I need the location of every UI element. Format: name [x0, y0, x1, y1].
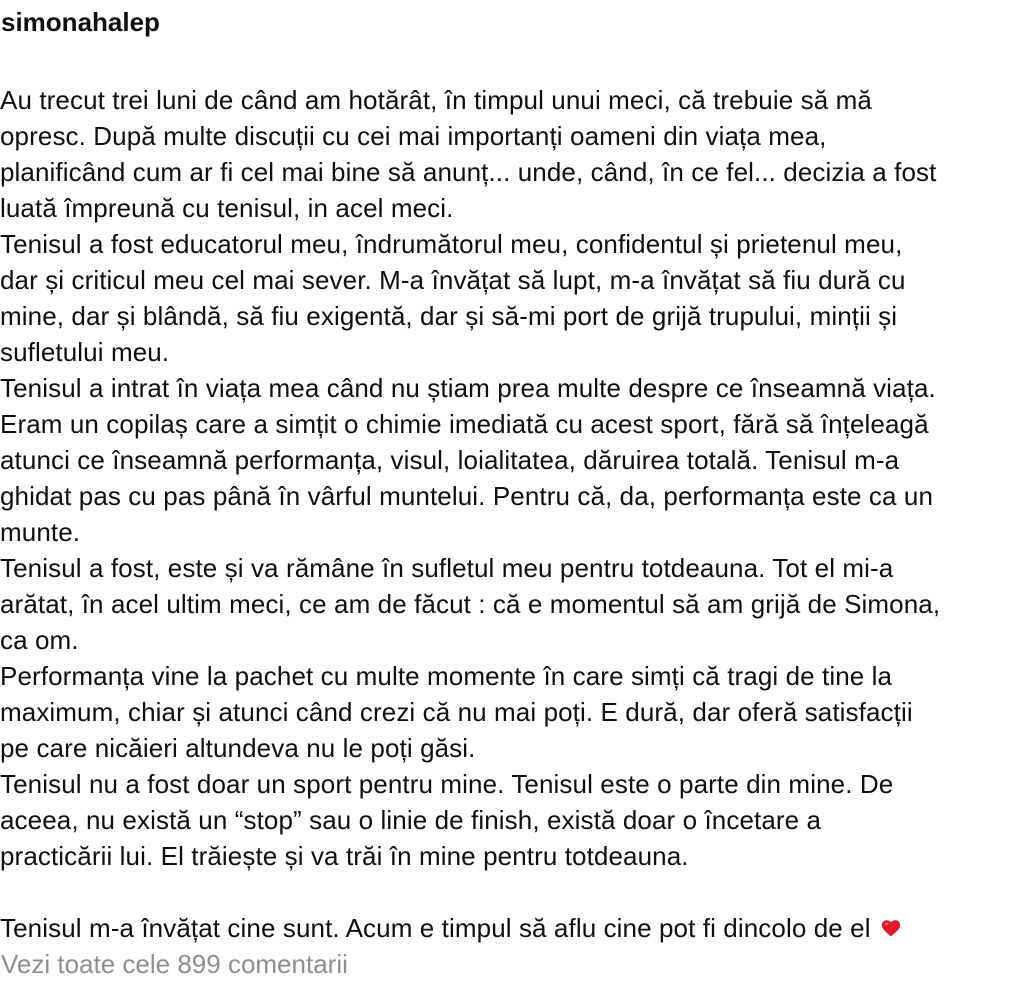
caption-paragraph	[0, 550, 1028, 658]
caption-line: practicării lui. El trăiește și va trăi în mine pentru totdeauna.	[0, 841, 689, 871]
caption-line: planificând cum ar fi cel mai bine să anunț... unde, când, în ce fel... decizia a fost	[0, 157, 937, 187]
closing-text: Tenisul m-a învățat cine sunt. Acum e timpul să aflu cine pot fi dincolo de el	[0, 913, 871, 943]
caption-line: opresc. După multe discuții cu cei mai importanți oameni din viața mea,	[0, 121, 827, 151]
heart-emoji-icon	[880, 917, 902, 939]
caption-paragraphs	[0, 82, 1028, 874]
view-all-comments-link[interactable]: Vezi toate cele 899 comentarii	[1, 949, 348, 979]
caption-line: ca om.	[0, 625, 79, 655]
caption-line: sufletului meu.	[0, 337, 170, 367]
caption-paragraph	[0, 766, 1028, 874]
caption-line: dar și criticul meu cel mai sever. M-a învățat să lupt, m-a învățat să fiu dură cu	[0, 265, 906, 295]
caption-line: Au trecut trei luni de când am hotărât, în timpul unui meci, că trebuie să mă	[0, 85, 872, 115]
caption-line: munte.	[0, 517, 81, 547]
caption-line: ghidat pas cu pas până în vârful muntelui. Pentru că, da, performanța este ca un	[0, 481, 934, 511]
caption-line: Tenisul a intrat în viața mea când nu știam prea multe despre ce înseamnă viața.	[0, 373, 936, 403]
caption-paragraph	[0, 658, 1028, 766]
caption-line: aceea, nu există un “stop” sau o linie de finish, există doar o încetare a	[0, 805, 822, 835]
caption-line: Performanța vine la pachet cu multe momente în care simți că tragi de tine la	[0, 661, 893, 691]
caption-line: pe care nicăieri altundeva nu le poți găsi.	[0, 733, 476, 763]
caption-line: Tenisul a fost educatorul meu, îndrumătorul meu, confidentul și prietenul meu,	[0, 229, 903, 259]
caption-paragraph	[0, 226, 1028, 370]
caption-text	[0, 82, 1028, 946]
caption-line: luată împreună cu tenisul, in acel meci.	[0, 193, 454, 223]
caption-line: arătat, în acel ultim meci, ce am de făcut : că e momentul să am grijă de Simona,	[0, 589, 941, 619]
caption-line: Eram un copilaș care a simțit o chimie imediată cu acest sport, fără să înțeleagă	[0, 409, 929, 439]
caption-line: mine, dar și blândă, să fiu exigentă, dar și să-mi port de grijă trupului, minții și	[0, 301, 898, 331]
caption-paragraph	[0, 370, 1028, 550]
blank-line	[0, 874, 1028, 910]
caption-line: atunci ce înseamnă performanța, visul, loialitatea, dăruirea totală. Tenisul m-a	[0, 445, 900, 475]
username-link[interactable]: simonahalep	[1, 7, 160, 37]
closing-line	[0, 910, 1028, 946]
caption-line: Tenisul a fost, este și va rămâne în sufletul meu pentru totdeauna. Tot el mi-a	[0, 553, 894, 583]
caption-paragraph	[0, 82, 1028, 226]
caption-line: maximum, chiar și atunci când crezi că nu mai poți. E dură, dar oferă satisfacții	[0, 697, 913, 727]
caption-line: Tenisul nu a fost doar un sport pentru mine. Tenisul este o parte din mine. De	[0, 769, 894, 799]
